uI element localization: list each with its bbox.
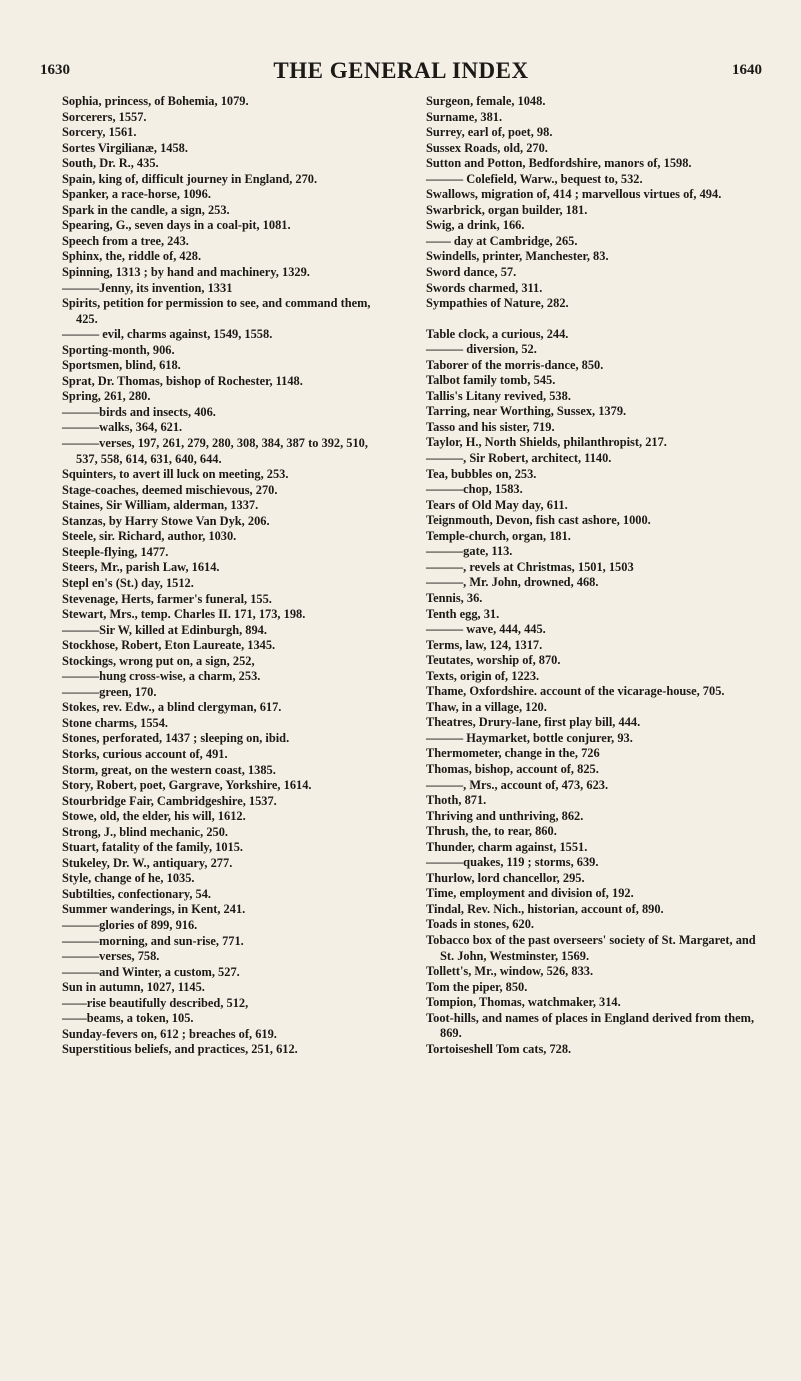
index-entry: Surrey, earl of, poet, 98. (426, 125, 553, 140)
index-entry: Stowe, old, the elder, his will, 1612. (62, 809, 246, 824)
index-entry: Sword dance, 57. (426, 265, 517, 280)
index-entry: Thurlow, lord chancellor, 295. (426, 870, 585, 885)
index-entry: Tindal, Rev. Nich., historian, account of, 890. (426, 901, 664, 916)
index-entry: Time, employment and division of, 192. (426, 886, 634, 901)
index-entry: Spring, 261, 280. (62, 389, 151, 404)
index-entry: ———verses, 758. (62, 949, 160, 964)
index-entry: Steeple-flying, 1477. (62, 544, 169, 559)
index-entry: ———hung cross-wise, a charm, 253. (62, 669, 261, 684)
index-entry: Storks, curious account of, 491. (62, 746, 228, 761)
index-entry: Tortoiseshell Tom cats, 728. (426, 1041, 572, 1056)
index-entry: Taborer of the morris-dance, 850. (426, 357, 604, 372)
index-entry: Thoth, 871. (426, 793, 487, 808)
index-entry: Thriving and unthriving, 862. (426, 808, 584, 823)
index-entry: ——— evil, charms against, 1549, 1558. (62, 327, 273, 342)
index-entry: Stuart, fatality of the family, 1015. (62, 840, 244, 855)
index-entry: ———green, 170. (62, 684, 157, 699)
index-entry: Tennis, 36. (426, 590, 483, 605)
index-entry: ———Jenny, its invention, 1331 (62, 280, 233, 295)
index-entry: ——— Haymarket, bottle conjurer, 93. (426, 730, 633, 745)
index-entry: Swallows, migration of, 414 ; marvellous virtues of, 494. (426, 187, 722, 202)
index-entry: Sutton and Potton, Bedfordshire, manors of, 1598. (426, 156, 692, 171)
index-entry: ———quakes, 119 ; storms, 639. (426, 855, 599, 870)
index-entry: Superstitious beliefs, and practices, 251, 612. (62, 1042, 298, 1057)
index-entry: Stewart, Mrs., temp. Charles II. 171, 173, 198. (62, 607, 306, 622)
index-entry: ———birds and insects, 406. (62, 404, 216, 419)
index-entry: Swords charmed, 311. (426, 280, 543, 295)
index-entry: Story, Robert, poet, Gargrave, Yorkshire, 1614. (62, 778, 312, 793)
index-entry: Summer wanderings, in Kent, 241. (62, 902, 246, 917)
page-number-left: 1630 (40, 62, 70, 78)
index-entry: ———, revels at Christmas, 1501, 1503 (426, 559, 634, 574)
index-entry: Speech from a tree, 243. (62, 233, 189, 248)
page-title: THE GENERAL INDEX (273, 58, 529, 83)
index-entry: Stockhose, Robert, Eton Laureate, 1345. (62, 638, 276, 653)
index-entry: ———chop, 1583. (426, 482, 523, 497)
index-entry: ———Sir W, killed at Edinburgh, 894. (62, 622, 267, 637)
index-entry: Spanker, a race-horse, 1096. (62, 187, 211, 202)
index-entry: Toot-hills, and names of places in England derived from them, 869. (426, 1010, 755, 1041)
index-entry: Steers, Mr., parish Law, 1614. (62, 560, 220, 575)
index-entry: Spinning, 1313 ; by hand and machinery, 1329. (62, 265, 310, 280)
index-entry: Sympathies of Nature, 282. (426, 296, 569, 311)
index-column-right (426, 94, 760, 1057)
index-entry: Surgeon, female, 1048. (426, 94, 546, 108)
index-entry: ———, Sir Robert, architect, 1140. (426, 451, 612, 466)
index-entry: Subtilties, confectionary, 54. (62, 886, 212, 901)
index-entry: Tollett's, Mr., window, 526, 833. (426, 964, 594, 979)
index-entry: Sphinx, the, riddle of, 428. (62, 249, 202, 264)
index-entry: Swig, a drink, 166. (426, 218, 525, 233)
running-head (40, 58, 762, 86)
index-entry: Sunday-fevers on, 612 ; breaches of, 619. (62, 1026, 277, 1041)
index-entry: ———gate, 113. (426, 544, 513, 559)
index-entry: ——rise beautifully described, 512, (62, 995, 249, 1010)
index-entry: Steele, sir. Richard, author, 1030. (62, 529, 237, 544)
index-entry: —— day at Cambridge, 265. (426, 233, 578, 248)
index-entry: Stone charms, 1554. (62, 715, 169, 730)
index-entry: Toads in stones, 620. (426, 917, 534, 932)
index-entry: Spark in the candle, a sign, 253. (62, 202, 230, 217)
index-entry: ———, Mrs., account of, 473, 623. (426, 777, 609, 792)
index-entry: Thunder, charm against, 1551. (426, 839, 588, 854)
index-entry: ——— Colefield, Warw., bequest to, 532. (426, 171, 643, 186)
index-entry: Thaw, in a village, 120. (426, 699, 547, 714)
index-entry: ——beams, a token, 105. (62, 1011, 194, 1026)
index-entry: ———morning, and sun-rise, 771. (62, 933, 244, 948)
index-entry: Spirits, petition for permission to see, and command them, 425. (62, 296, 371, 326)
index-entry: Talbot family tomb, 545. (426, 373, 556, 388)
index-entry: Style, change of he, 1035. (62, 871, 195, 886)
index-entry: Tallis's Litany revived, 538. (426, 388, 571, 403)
index-entry: Stepl en's (St.) day, 1512. (62, 575, 194, 590)
index-entry: ———verses, 197, 261, 279, 280, 308, 384, 387 to 392, 510, 537, 558, 614, 631, 640, 644. (62, 436, 368, 466)
index-entry: Stevenage, Herts, farmer's funeral, 155. (62, 591, 272, 606)
index-entry: Tenth egg, 31. (426, 606, 500, 621)
index-entry: Stage-coaches, deemed mischievous, 270. (62, 482, 278, 497)
index-entry: Tasso and his sister, 719. (426, 419, 555, 434)
index-entry: Teutates, worship of, 870. (426, 653, 561, 668)
index-entry: Sortes Virgilianæ, 1458. (62, 140, 188, 155)
index-entry: Tea, bubbles on, 253. (426, 466, 537, 481)
index-entry: ———glories of 899, 916. (62, 917, 198, 932)
index-entry: ——— diversion, 52. (426, 342, 537, 357)
index-entry: Stukeley, Dr. W., antiquary, 277. (62, 855, 233, 870)
index-entry: Swindells, printer, Manchester, 83. (426, 249, 609, 264)
index-entry: Sophia, princess, of Bohemia, 1079. (62, 94, 249, 108)
index-entry: Tobacco box of the past overseers' society of St. Margaret, and St. John, Westminster, 1569. (426, 932, 756, 963)
index-entry: Thermometer, change in the, 726 (426, 746, 600, 761)
index-column-left (62, 94, 392, 1058)
index-entry: Surname, 381. (426, 109, 503, 124)
index-entry: ——— wave, 444, 445. (426, 622, 546, 637)
index-entry: Stokes, rev. Edw., a blind clergyman, 617. (62, 700, 282, 715)
index-entry: Thame, Oxfordshire. account of the vicarage-house, 705. (426, 684, 725, 699)
index-entry: Teignmouth, Devon, fish cast ashore, 1000. (426, 513, 651, 528)
index-entry: Thrush, the, to rear, 860. (426, 824, 557, 839)
index-entry: Sorcery, 1561. (62, 125, 137, 140)
index-entry: Staines, Sir William, alderman, 1337. (62, 498, 259, 513)
index-entry: Sorcerers, 1557. (62, 109, 147, 124)
index-entry: Tears of Old May day, 611. (426, 497, 568, 512)
index-entry: Squinters, to avert ill luck on meeting, 253. (62, 467, 289, 482)
index-entry: South, Dr. R., 435. (62, 156, 159, 171)
index-entry: Thomas, bishop, account of, 825. (426, 761, 599, 776)
index-entry: ———, Mr. John, drowned, 468. (426, 575, 599, 590)
index-entry: Terms, law, 124, 1317. (426, 637, 543, 652)
index-entry: Stones, perforated, 1437 ; sleeping on, ibid. (62, 731, 290, 746)
index-entry: ———walks, 364, 621. (62, 420, 183, 435)
index-entry: Sussex Roads, old, 270. (426, 140, 548, 155)
index-entry: Temple-church, organ, 181. (426, 528, 571, 543)
index-entry: Theatres, Drury-lane, first play bill, 444. (426, 715, 641, 730)
index-entry: Stourbridge Fair, Cambridgeshire, 1537. (62, 793, 277, 808)
index-entry: Spearing, G., seven days in a coal-pit, 1081. (62, 218, 291, 233)
index-entry: Sporting-month, 906. (62, 342, 175, 357)
index-entry: Sportsmen, blind, 618. (62, 358, 181, 373)
index-entry: Strong, J., blind mechanic, 250. (62, 824, 229, 839)
index-entry: Tom the piper, 850. (426, 979, 528, 994)
index-entry: Sprat, Dr. Thomas, bishop of Rochester, 1148. (62, 373, 303, 388)
index-entry: Texts, origin of, 1223. (426, 668, 540, 683)
index-entry: Table clock, a curious, 244. (426, 326, 569, 341)
index-entry: Taylor, H., North Shields, philanthropist, 217. (426, 435, 667, 450)
index-entry: Swarbrick, organ builder, 181. (426, 202, 588, 217)
index-entry: ———and Winter, a custom, 527. (62, 964, 240, 979)
index-entry: Sun in autumn, 1027, 1145. (62, 980, 205, 995)
index-entry: Spain, king of, difficult journey in England, 270. (62, 171, 318, 186)
page-number-right: 1640 (732, 62, 762, 78)
index-entry: Stockings, wrong put on, a sign, 252, (62, 653, 255, 668)
index-entry: Tarring, near Worthing, Sussex, 1379. (426, 404, 627, 419)
section-gap (426, 312, 760, 327)
index-entry: Storm, great, on the western coast, 1385. (62, 762, 276, 777)
index-entry: Tompion, Thomas, watchmaker, 314. (426, 995, 621, 1010)
index-entry: Stanzas, by Harry Stowe Van Dyk, 206. (62, 513, 270, 528)
